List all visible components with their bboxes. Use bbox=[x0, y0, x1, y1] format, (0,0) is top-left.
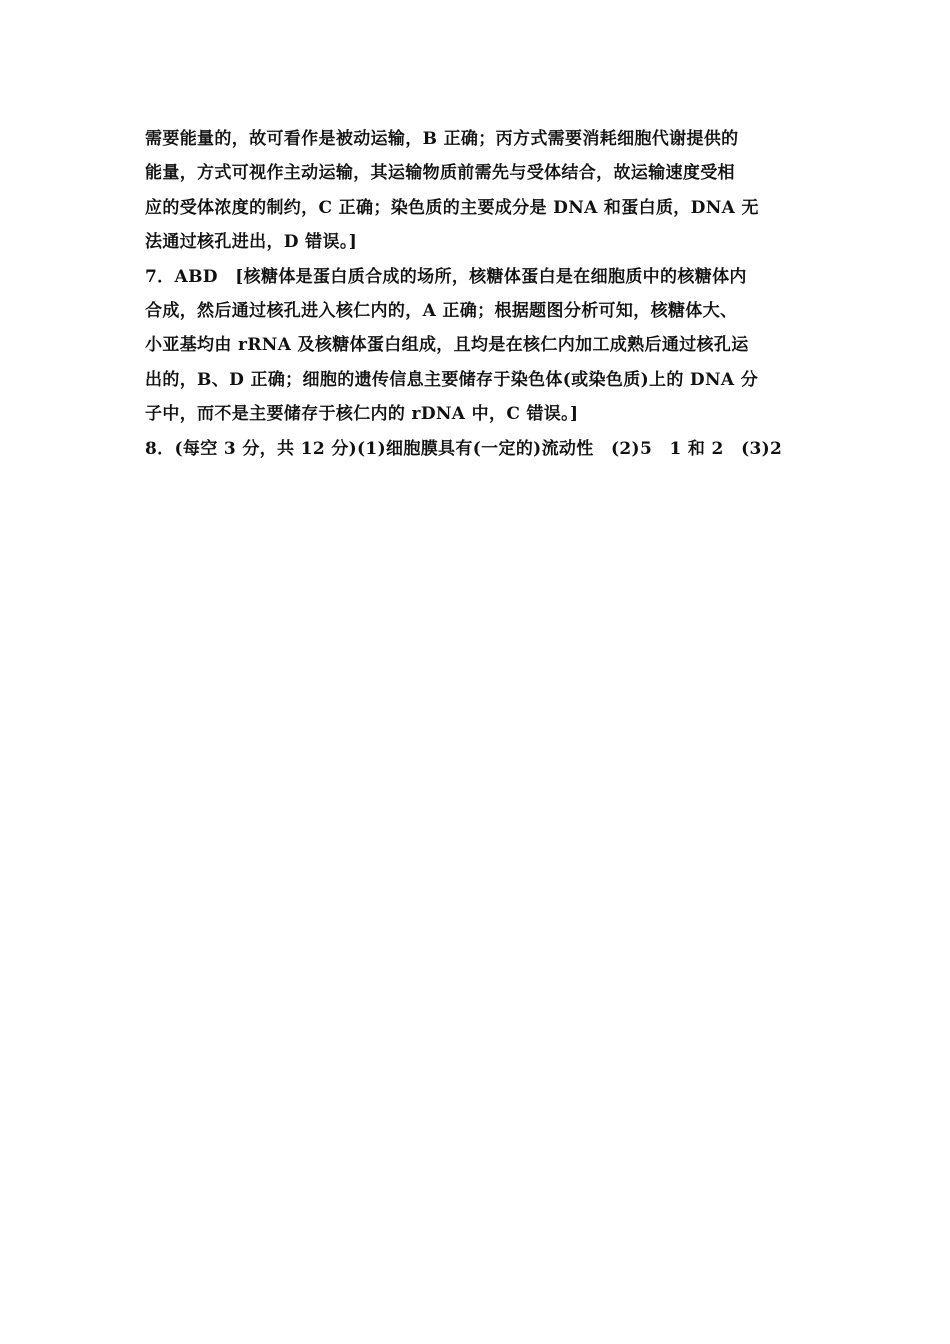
text-line-1: 需要能量的，故可看作是被动运输，B 正确；丙方式需要消耗细胞代谢提供的 bbox=[145, 129, 739, 149]
text-line-2: 能量，方式可视作主动运输，其运输物质前需先与受体结合，故运输速度受相 bbox=[145, 163, 735, 184]
answer-7-line-5: 子中，而不是主要储存于核仁内的 rDNA 中，C 错误。] bbox=[145, 404, 579, 425]
answer-7-line-2: 合成，然后通过核孔进入核仁内的，A 正确；根据题图分析可知，核糖体大、 bbox=[145, 300, 738, 321]
answer-8-line-1: 8．(每空 3 分，共 12 分)(1)细胞膜具有(一定的)流动性 (2)5 1 和 2 (3)2 bbox=[145, 438, 783, 459]
answer-7-line-4: 出的，B、D 正确；细胞的遗传信息主要储存于染色体(或染色质)上的 DNA 分 bbox=[145, 369, 759, 390]
answer-7-line-3: 小亚基均由 rRNA 及核糖体蛋白组成，且均是在核仁内加工成熟后通过核孔运 bbox=[145, 335, 749, 356]
answer-7-line-1: 7．ABD [核糖体是蛋白质合成的场所，核糖体蛋白是在细胞质中的核糖体内 bbox=[145, 266, 747, 287]
answer-text-block bbox=[145, 122, 807, 466]
text-line-4: 法通过核孔进出，D 错误。] bbox=[145, 232, 358, 253]
text-line-3: 应的受体浓度的制约，C 正确；染色质的主要成分是 DNA 和蛋白质，DNA 无 bbox=[145, 197, 759, 218]
